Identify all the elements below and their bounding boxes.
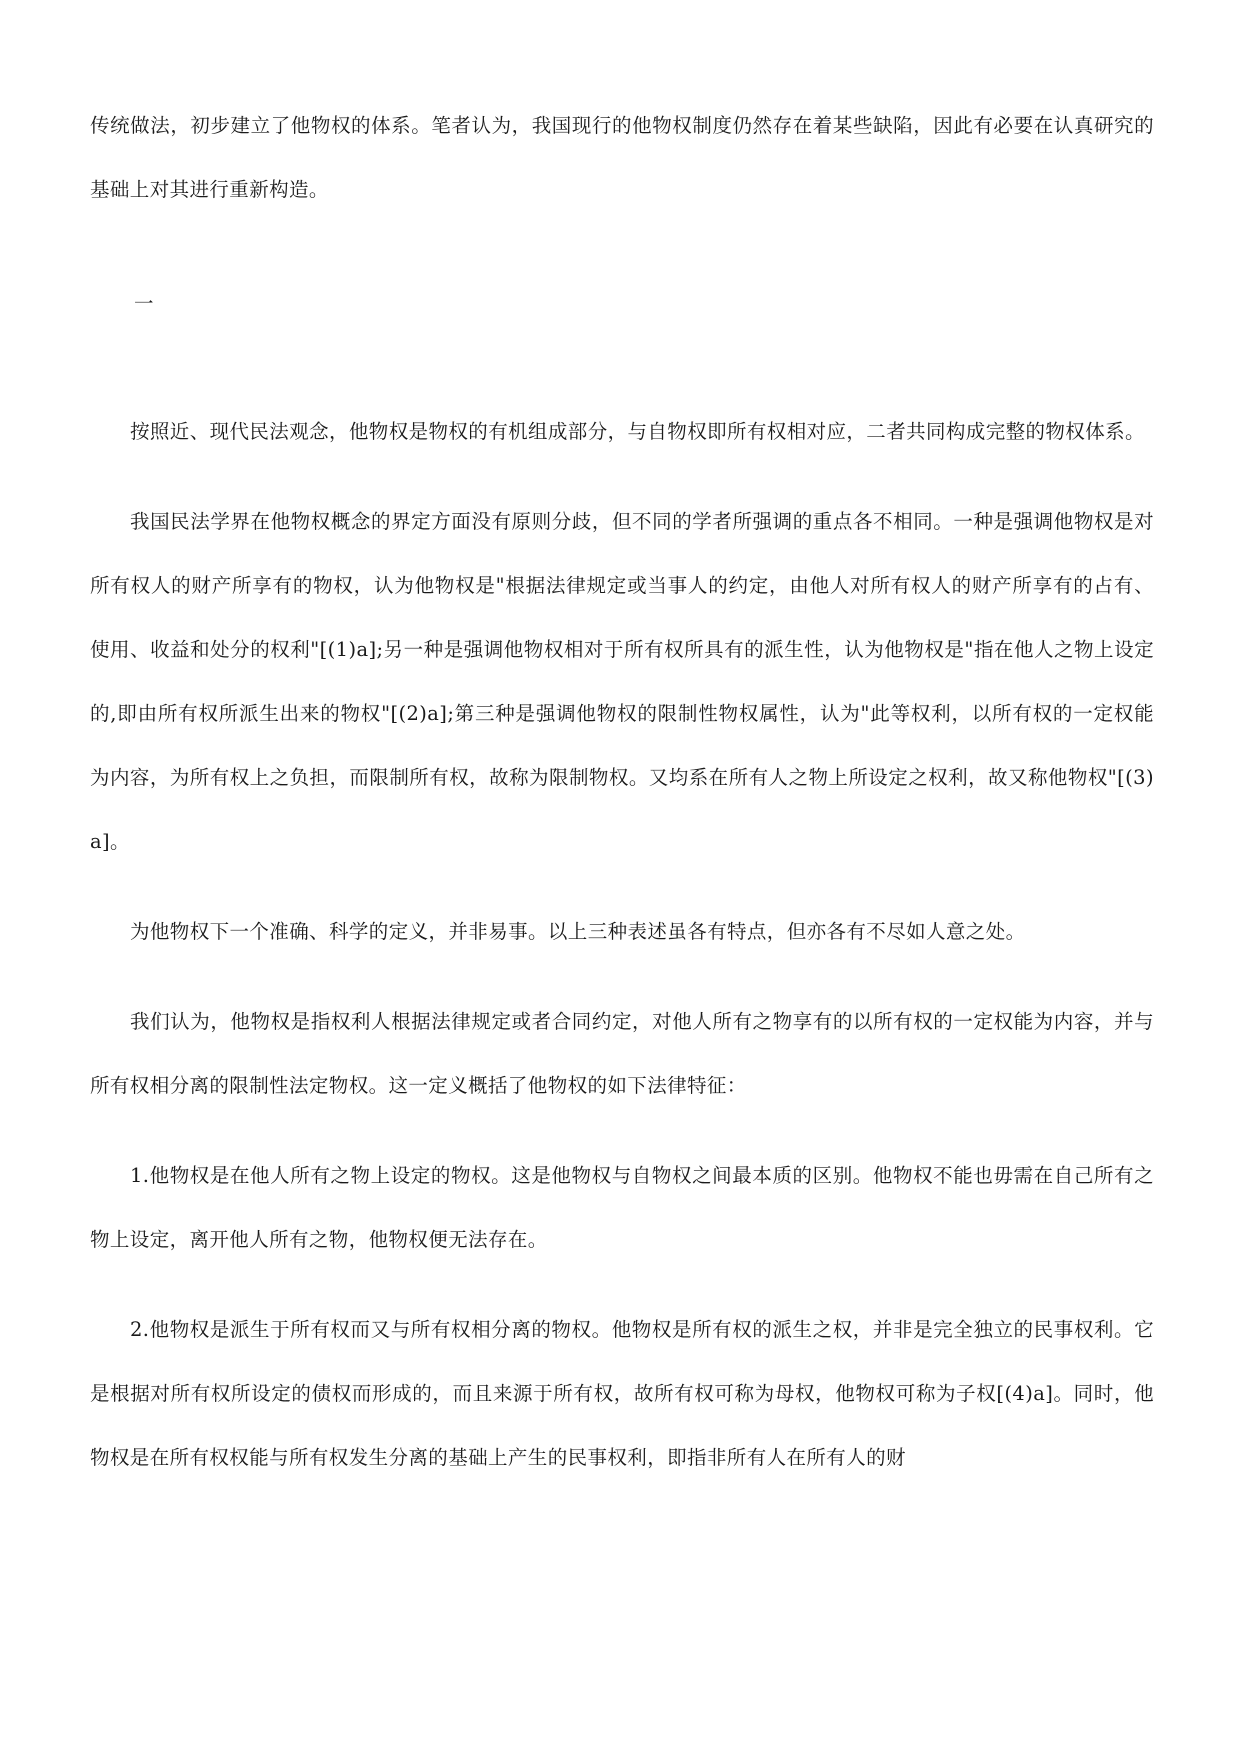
paragraph-5: 1.他物权是在他人所有之物上设定的物权。这是他物权与自物权之间最本质的区别。他物权不能也毋需在自己所有之物上设定，离开他人所有之物，他物权便无法存在。 [90, 1164, 1154, 1251]
paragraph-4: 我们认为，他物权是指权利人根据法律规定或者合同约定，对他人所有之物享有的以所有权的一定权能为内容，并与所有权相分离的限制性法定物权。这一定义概括了他物权的如下法律特征： [90, 1010, 1154, 1097]
document-body [90, 94, 1154, 1490]
paragraph-6: 2.他物权是派生于所有权而又与所有权相分离的物权。他物权是所有权的派生之权，并非是完全独立的民事权利。它是根据对所有权所设定的债权而形成的，而且来源于所有权，故所有权可称为母权，他物权可称为子权[(4)a]。同时，他物权是在所有权权能与所有权发生分离的基础上产生的民事权利，即指非所有人在所有人的财 [90, 1318, 1154, 1469]
paragraph-2: 我国民法学界在他物权概念的界定方面没有原则分歧，但不同的学者所强调的重点各不相同。一种是强调他物权是对所有权人的财产所享有的物权，认为他物权是"根据法律规定或当事人的约定，由他人对所有权人的财产所享有的占有、使用、收益和处分的权利"[(1)a];另一种是强调他物权相对于所有权所具有的派生性，认为他物权是"指在他人之物上设定的,即由所有权所派生出来的物权"[(2)a];第三种是强调他物权的限制性物权属性，认为"此等权利，以所有权的一定权能为内容，为所有权上之负担，而限制所有权，故称为限制物权。又均系在所有人之物上所设定之权利，故又称他物权"[(3)a]。 [90, 510, 1154, 853]
paragraph-1: 按照近、现代民法观念，他物权是物权的有机组成部分，与自物权即所有权相对应，二者共同构成完整的物权体系。 [130, 420, 1145, 443]
continuation-paragraph: 传统做法，初步建立了他物权的体系。笔者认为，我国现行的他物权制度仍然存在着某些缺陷，因此有必要在认真研究的基础上对其进行重新构造。 [90, 114, 1154, 201]
section-number: 一 [134, 292, 154, 315]
paragraph-3: 为他物权下一个准确、科学的定义，并非易事。以上三种表述虽各有特点，但亦各有不尽如人意之处。 [130, 920, 1026, 943]
